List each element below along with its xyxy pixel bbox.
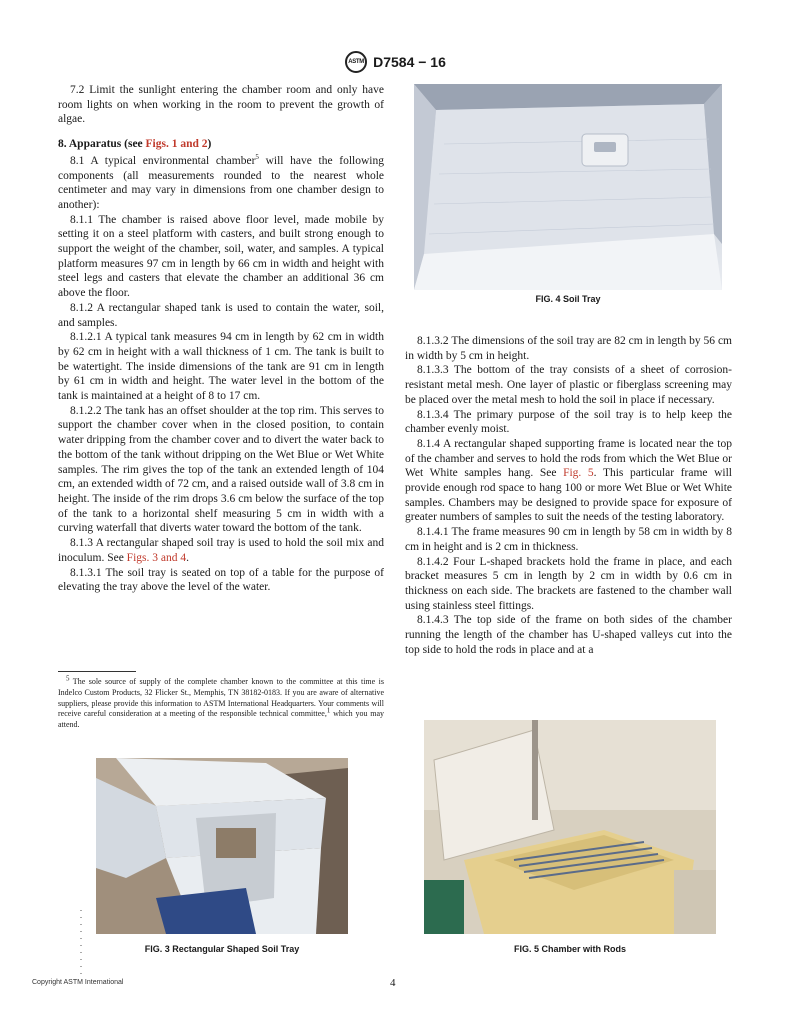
fig5-caption: FIG. 5 Chamber with Rods bbox=[513, 944, 626, 954]
paragraph-8-1-2-2: 8.1.2.2 The tank has an offset shoulder at the top rim. This serves to support the chamber cover when in the closed position, to contain water dripping from the chamber cover and to divert the water back to the bottom of the tank without dripping on the Wet Blue or Wet White samples. The rim gives the top of the tank an extended length of 104 cm, an extended width of 72 cm, and a raised outside wall of 3.8 cm in height. The inside of the rim drops 3.6 cm below the surface of the top of the tank to a horizontal shelf measuring 5 cm in width with a curving waterfall that diverts water toward the bottom of the tank. bbox=[58, 404, 384, 535]
astm-logo-icon bbox=[345, 51, 367, 73]
paragraph-8-1-3-1: 8.1.3.1 The soil tray is seated on top of a table for the purpose of elevating the tray above the level of the water. bbox=[58, 566, 384, 594]
paragraph-8-1 bbox=[58, 154, 384, 213]
footnote-ref-5[interactable]: 5 bbox=[255, 152, 259, 161]
page-number: 4 bbox=[390, 977, 396, 989]
paragraph-8-1-3 bbox=[58, 536, 384, 565]
footnote-number: 5 bbox=[66, 674, 70, 683]
paragraph-8-1-4 bbox=[405, 437, 732, 525]
paragraph-8-1-4-2: 8.1.4.2 Four L-shaped brackets hold the frame in place, and each bracket measures 5 cm in length by 2 cm in width by 0.6 cm in thickness on each side. The brackets are fastened to the chamber wall using stainless steel fittings. bbox=[405, 555, 732, 612]
fig4-soil-tray-photo bbox=[414, 84, 722, 290]
fig3-soil-tray-photo bbox=[96, 758, 348, 934]
page-header bbox=[0, 50, 791, 74]
margin-dots bbox=[80, 910, 82, 978]
document-id: D7584 − 16 bbox=[373, 54, 446, 70]
figs-1-2-link[interactable]: Figs. 1 and 2 bbox=[145, 138, 208, 151]
footnote-text-2: which you may attend. bbox=[58, 709, 384, 730]
p813-text-b: . bbox=[186, 551, 189, 564]
paragraph-8-1-1: 8.1.1 The chamber is raised above floor level, made mobile by setting it on a steel platform with casters, and built strong enough to support the weight of the chamber, soil, water, and samples. A typical platform measures 97 cm in length by 66 cm in width and height with steel legs and casters that elevate the chamber an additional 36 cm above the floor. bbox=[58, 213, 384, 300]
rectangular-tray-image bbox=[96, 758, 348, 934]
section-8-heading bbox=[58, 137, 384, 152]
p814-text-a: 8.1.4 A rectangular shaped supporting frame is located near the top of the chamber and serves to hold the rods from which the Wet Blue or Wet White samples hang. See bbox=[405, 437, 732, 480]
fig5-chamber-photo bbox=[424, 720, 716, 934]
paragraph-7-2: 7.2 Limit the sunlight entering the chamber room and only have room lights on when working in the room to prevent the growth of algae. bbox=[58, 84, 384, 126]
fig4-caption: FIG. 4 Soil Tray bbox=[535, 294, 601, 304]
footnote-text: The sole source of supply of the complete chamber known to the committee at this time is Indelco Custom Products, 32 Flicker St., Memphis, TN 38182-0183. If you are aware of alternative suppliers, please provide this information to ASTM International Headquarters. Your comments will receive careful consideration at a meeting of the responsible technical committee, bbox=[58, 677, 384, 719]
fig-5-link[interactable]: Fig. 5 bbox=[563, 467, 594, 480]
paragraph-8-1-2-1: 8.1.2.1 A typical tank measures 94 cm in length by 62 cm in width by 62 cm in height with a wall thickness of 1 cm. The tank is built to be watertight. The inside dimensions of the tank are 91 cm in length by 61 cm in width and height. The water level in the bottom of the tank is maintained at a height of 8 to 17 cm. bbox=[58, 331, 384, 403]
section-8-close: ) bbox=[207, 138, 212, 151]
p81-text-a: 8.1 A typical environmental chamber bbox=[70, 154, 256, 167]
section-8-title: 8. Apparatus (see bbox=[58, 138, 146, 151]
soil-tray-image bbox=[414, 84, 722, 290]
paragraph-8-1-3-3: 8.1.3.3 The bottom of the tray consists of a sheet of corrosion-resistant metal mesh. One layer of plastic or fiberglass screening may be placed over the metal mesh to hold the soil in place if necessary. bbox=[405, 364, 732, 406]
left-column bbox=[58, 83, 384, 595]
paragraph-8-1-4-3: 8.1.4.3 The top side of the frame on both sides of the chamber running the length of the chamber has U-shaped valleys cut into the top side to hold the rods in place and at a bbox=[405, 614, 732, 656]
copyright-notice: Copyright ASTM International bbox=[32, 979, 124, 986]
paragraph-8-1-4-1: 8.1.4.1 The frame measures 90 cm in length by 58 cm in width by 8 cm in height and is 2 cm in thickness. bbox=[405, 526, 732, 553]
chamber-with-rods-image bbox=[424, 720, 716, 934]
footnote-5 bbox=[58, 674, 384, 731]
paragraph-8-1-2: 8.1.2 A rectangular shaped tank is used to contain the water, soil, and samples. bbox=[58, 301, 384, 329]
paragraph-8-1-3-4: 8.1.3.4 The primary purpose of the soil tray is to help keep the chamber evenly moist. bbox=[405, 408, 732, 436]
right-column bbox=[405, 334, 732, 657]
p814-text-b: . This particular frame will provide enough rod space to hang 100 or more Wet Blue or Wet White samples. Chambers may be designed to provide space for exposure of greater numbers of samples to suit the needs of the testing laboratory. bbox=[405, 467, 733, 524]
footnote-divider bbox=[58, 671, 136, 672]
p81-text-b: will have the following components (all measurements rounded to the nearest whole centimeter and may vary in dimensions from one chamber design to another): bbox=[58, 154, 384, 211]
paragraph-8-1-3-2: 8.1.3.2 The dimensions of the soil tray are 82 cm in length by 56 cm in width by 5 cm in height. bbox=[405, 335, 732, 362]
p813-text-a: 8.1.3 A rectangular shaped soil tray is used to hold the soil mix and inoculum. See bbox=[58, 537, 384, 564]
footnote-ref-1[interactable]: 1 bbox=[326, 706, 331, 715]
figs-3-4-link[interactable]: Figs. 3 and 4 bbox=[126, 551, 187, 564]
fig3-caption: FIG. 3 Rectangular Shaped Soil Tray bbox=[144, 944, 300, 954]
logo-text: ASTM bbox=[348, 59, 364, 65]
